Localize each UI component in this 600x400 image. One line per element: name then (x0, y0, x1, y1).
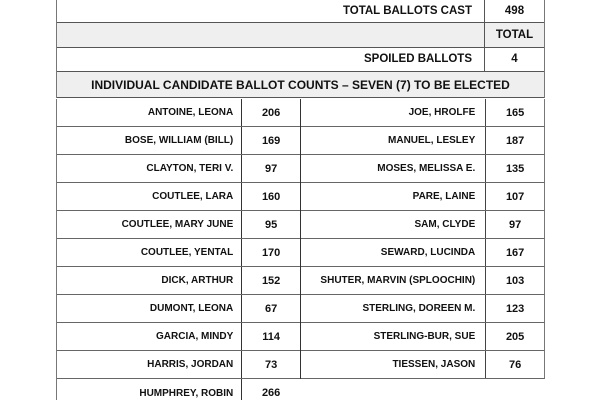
candidate-row (57, 155, 300, 183)
candidate-section-title: INDIVIDUAL CANDIDATE BALLOT COUNTS – SEVEN (7) TO BE ELECTED (57, 72, 544, 98)
candidate-row (301, 351, 545, 379)
candidate-row (301, 183, 545, 211)
candidate-name: STERLING, DOREEN M. (362, 303, 476, 314)
candidate-row (57, 351, 300, 379)
candidate-count: 123 (485, 295, 544, 322)
candidate-name: SAM, CLYDE (414, 219, 476, 230)
candidate-row (301, 239, 545, 267)
candidate-count: 97 (241, 155, 300, 182)
candidate-row (57, 183, 300, 211)
candidate-name: SHUTER, MARVIN (SPLOOCHIN) (320, 275, 476, 286)
candidate-count: 266 (241, 379, 300, 400)
candidate-name: TIESSEN, JASON (392, 359, 476, 370)
candidate-name: COUTLEE, LARA (152, 191, 234, 202)
candidate-count: 152 (241, 267, 300, 294)
candidate-name: DUMONT, LEONA (149, 303, 234, 314)
candidate-count: 73 (241, 351, 300, 378)
candidate-row (57, 267, 300, 295)
candidate-row (301, 295, 545, 323)
candidate-row (57, 323, 300, 351)
candidate-name: GARCIA, MINDY (156, 331, 234, 342)
candidate-row (301, 323, 545, 351)
candidate-name: SEWARD, LUCINDA (380, 247, 476, 258)
candidate-row (57, 211, 300, 239)
candidate-count: 170 (241, 239, 300, 266)
candidate-count: 206 (241, 99, 300, 126)
candidate-count: 205 (485, 323, 544, 350)
candidate-name: STERLING-BUR, SUE (373, 331, 476, 342)
candidate-column-right (300, 99, 545, 379)
candidate-count: 76 (485, 351, 544, 378)
candidate-row (301, 155, 545, 183)
candidate-count: 160 (241, 183, 300, 210)
candidate-count: 114 (241, 323, 300, 350)
candidate-row (57, 295, 300, 323)
candidate-count: 67 (241, 295, 300, 322)
candidate-count: 165 (485, 99, 544, 126)
candidate-row (301, 99, 545, 127)
candidate-name: MANUEL, LESLEY (388, 135, 476, 146)
candidate-name: CLAYTON, TERI V. (146, 163, 234, 174)
total-ballots-cast-row (57, 0, 544, 23)
candidate-row (57, 379, 300, 400)
total-ballots-cast-value: 498 (484, 0, 544, 22)
candidate-row (57, 99, 300, 127)
candidate-name: COUTLEE, YENTAL (140, 247, 234, 258)
candidate-row (301, 211, 545, 239)
spoiled-ballots-label: SPOILED BALLOTS (364, 53, 472, 66)
candidate-row (57, 127, 300, 155)
spoiled-ballots-value: 4 (484, 48, 544, 72)
candidate-count: 187 (485, 127, 544, 154)
candidate-count: 167 (485, 239, 544, 266)
spoiled-ballots-row (57, 48, 544, 73)
candidate-name: ANTOINE, LEONA (147, 107, 234, 118)
candidate-count: 95 (241, 211, 300, 238)
candidate-name: PARE, LAINE (412, 191, 476, 202)
candidate-name: BOSE, WILLIAM (BILL) (124, 135, 234, 146)
candidate-count: 135 (485, 155, 544, 182)
candidate-name: MOSES, MELISSA E. (377, 163, 476, 174)
candidate-count: 103 (485, 267, 544, 294)
candidate-count: 107 (485, 183, 544, 210)
candidate-name: HARRIS, JORDAN (147, 359, 234, 370)
total-ballots-cast-label: TOTAL BALLOTS CAST (342, 5, 472, 17)
candidate-row (301, 267, 545, 295)
total-header-row (57, 23, 544, 48)
candidate-row (57, 239, 300, 267)
candidate-name: COUTLEE, MARY JUNE (121, 219, 234, 230)
candidate-count: 169 (241, 127, 300, 154)
candidate-column-left (56, 99, 300, 400)
candidate-count: 97 (485, 211, 544, 238)
summary-table (56, 0, 545, 98)
total-header: TOTAL (484, 23, 544, 47)
total-header-spacer (57, 23, 484, 47)
candidate-name: HUMPHREY, ROBIN (139, 387, 234, 399)
candidate-name: JOE, HROLFE (408, 107, 476, 118)
candidate-name: DICK, ARTHUR (161, 275, 234, 286)
candidate-row (301, 127, 545, 155)
